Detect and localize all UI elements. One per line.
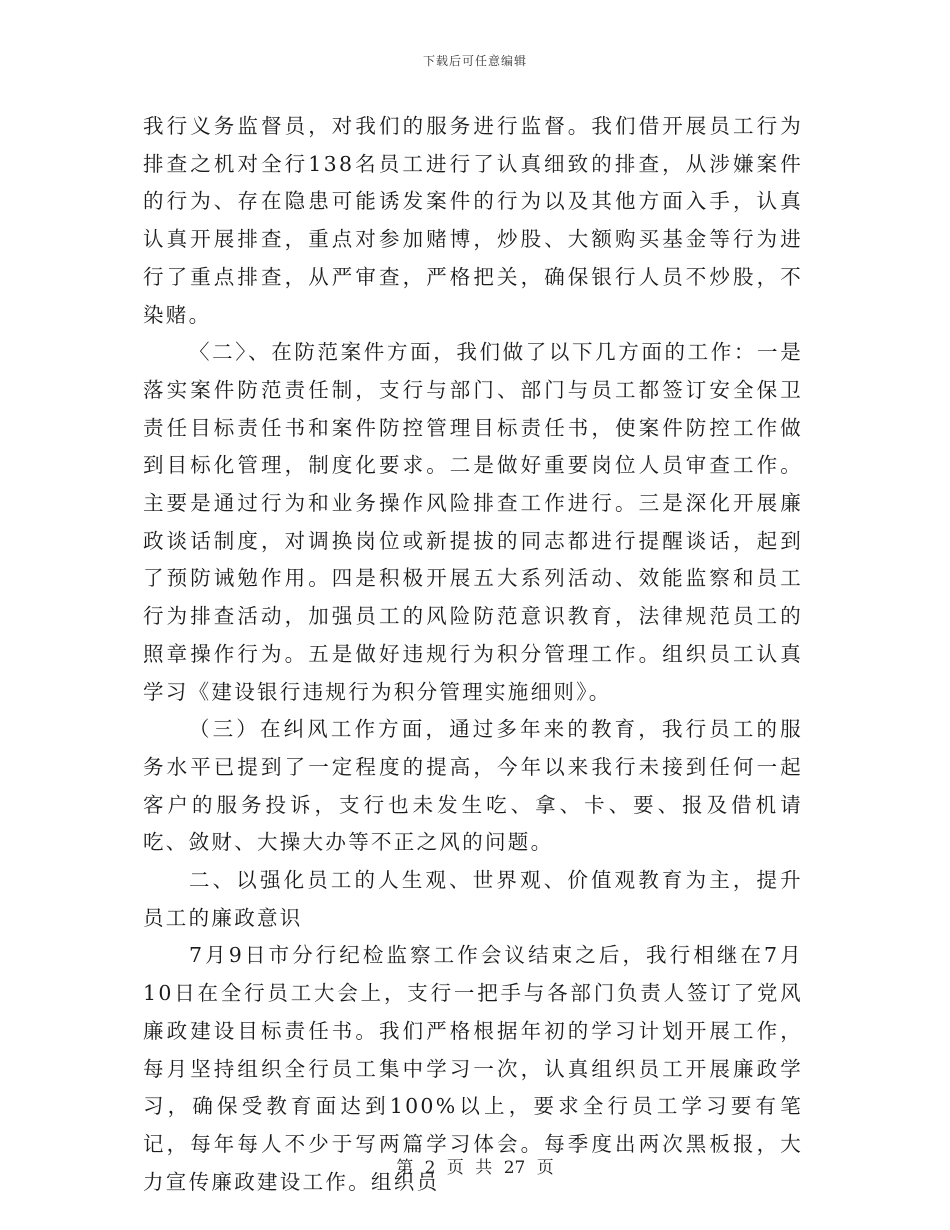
- paragraph-5: 7月9日市分行纪检监察工作会议结束之后，我行相继在7月10日在全行员工大会上，支行一把手与各部门负责人签订了党风廉政建设目标责任书。我们严格根据年初的学习计划开展工作，每月坚持组织全行员工集中学习一次，认真组织员工开展廉政学习，确保受教育面达到100%以上，要求全行员工学习要有笔记，每年每人不少于写两篇学习体会。每季度出两次黑板报，大力宣传廉政建设工作。组织员: [143, 943, 803, 1194]
- document-body: [143, 108, 803, 1201]
- paragraph-4-heading: 二、以强化员工的人生观、世界观、价值观教育为主，提升员工的廉政意识: [143, 868, 803, 930]
- page-header: 下载后可任意编辑: [422, 54, 527, 68]
- paragraph-2: 〈二〉、在防范案件方面，我们做了以下几方面的工作：一是落实案件防范责任制，支行与部门、部门与员工都签订安全保卫责任目标责任书和案件防控管理目标责任书，使案件防控工作做到目标化管理，制度化要求。二是做好重要岗位人员审查工作。主要是通过行为和业务操作风险排查工作进行。三是深化开展廉政谈话制度，对调换岗位或新提拔的同志都进行提醒谈话，起到了预防诫勉作用。四是积极开展五大系列活动、效能监察和员工行为排查活动，加强员工的风险防范意识教育，法律规范员工的照章操作行为。五是做好违规行为积分管理工作。组织员工认真学习《建设银行违规行为积分管理实施细则》。: [143, 340, 803, 704]
- paragraph-3: （三）在纠风工作方面，通过多年来的教育，我行员工的服务水平已提到了一定程度的提高，今年以来我行未接到任何一起客户的服务投诉，支行也未发生吃、拿、卡、要、报及借机请吃、敛财、大操大办等不正之风的问题。: [143, 717, 803, 855]
- page-number-footer: 第 2 页 共 27 页: [396, 1158, 554, 1178]
- paragraph-1: 我行义务监督员，对我们的服务进行监督。我们借开展员工行为排查之机对全行138名员工进行了认真细致的排查，从涉嫌案件的行为、存在隐患可能诱发案件的行为以及其他方面入手，认真认真开展排查，重点对参加赌博，炒股、大额购买基金等行为进行了重点排查，从严审查，严格把关，确保银行人员不炒股，不染赌。: [143, 114, 803, 327]
